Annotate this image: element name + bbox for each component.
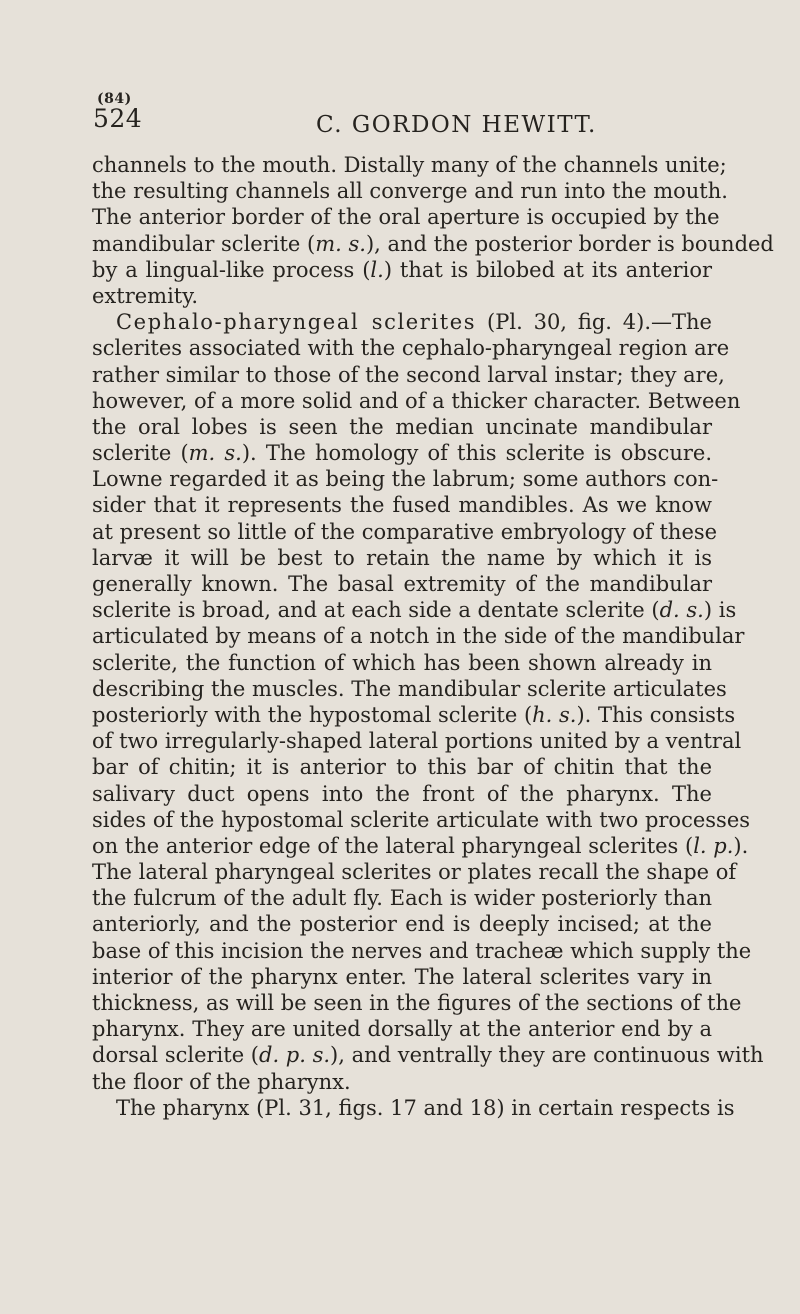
body-text: [92, 152, 774, 1121]
text-run: at present so little of the comparative embryology of these: [92, 519, 718, 544]
text-line: [92, 1016, 712, 1042]
text-run: ) that is bilobed at its anterior: [383, 257, 712, 282]
text-run: the resulting channels all converge and run into the mouth.: [92, 179, 728, 204]
italic-abbreviation: l.: [370, 257, 384, 282]
text-run: ) is: [703, 598, 737, 623]
folio-small: (84): [97, 91, 132, 107]
text-line: [92, 388, 741, 414]
text-line: [92, 676, 727, 702]
text-line: [92, 204, 720, 230]
text-run: base of this incision the nerves and tracheæ which supply the: [92, 938, 752, 963]
text-run: larvæ it will be best to retain the name by which it is: [92, 545, 712, 570]
text-run: dorsal sclerite (: [92, 1043, 259, 1068]
text-line: [92, 859, 737, 885]
text-line: [92, 623, 745, 649]
text-line: [92, 911, 712, 937]
text-line: [92, 754, 712, 780]
text-line: [92, 362, 725, 388]
text-run: of two irregularly-shaped lateral portions united by a ventral: [92, 729, 742, 754]
page-number: 524: [93, 104, 143, 133]
text-line: [92, 807, 751, 833]
text-line: [92, 1095, 735, 1121]
text-line: [92, 702, 736, 728]
text-line: [92, 519, 718, 545]
text-run: salivary duct opens into the front of the pharynx. The: [92, 781, 712, 806]
text-run: bar of chitin; it is anterior to this bar of chitin that the: [92, 755, 712, 780]
text-line: [92, 885, 712, 911]
text-line: [92, 309, 712, 335]
text-line: [92, 231, 774, 257]
text-run: sclerites associated with the cephalo-pharyngeal region are: [92, 336, 730, 361]
text-run: mandibular sclerite (: [92, 231, 316, 256]
text-line: [92, 597, 737, 623]
text-run: the floor of the pharynx.: [92, 1069, 351, 1094]
text-run: ), and ventrally they are continuous with: [330, 1043, 764, 1068]
text-run: ). The homology of this sclerite is obscure.: [241, 441, 713, 466]
text-run: generally known. The basal extremity of the mandibular: [92, 572, 712, 596]
text-run: sclerite is broad, and at each side a dentate sclerite (: [92, 598, 660, 623]
text-run: rather similar to those of the second larval instar; they are,: [92, 362, 725, 387]
text-run: sides of the hypostomal sclerite articulate with two processes: [92, 807, 751, 832]
text-run: the fulcrum of the adult fly. Each is wider posteriorly than: [92, 886, 712, 911]
italic-abbreviation: m. s.: [315, 231, 366, 256]
text-run: interior of the pharynx enter. The lateral sclerites vary in: [92, 964, 712, 989]
text-run: extremity.: [92, 283, 198, 308]
text-run: describing the muscles. The mandibular sclerite articulates: [92, 676, 727, 701]
text-run: sclerite (: [92, 441, 189, 466]
text-line: [92, 833, 749, 859]
text-line: [92, 492, 712, 518]
text-run: The lateral pharyngeal sclerites or plates recall the shape of: [92, 860, 737, 885]
text-run: on the anterior edge of the lateral pharyngeal sclerites (: [92, 833, 694, 858]
text-line: [92, 728, 742, 754]
text-line: [92, 178, 728, 204]
text-line: [92, 964, 712, 990]
text-run: sclerite, the function of which has been shown already in: [92, 650, 712, 675]
italic-abbreviation: d. s.: [659, 598, 704, 623]
text-line: [92, 650, 712, 676]
running-head: C. GORDON HEWITT.: [316, 112, 597, 138]
text-run: by a lingual-like process (: [92, 257, 371, 282]
text-run: ), and the posterior border is bounded: [365, 231, 774, 256]
text-line: [92, 990, 742, 1016]
text-run: channels to the mouth. Distally many of the channels unite;: [92, 153, 727, 177]
text-run: sider that it represents the fused mandibles. As we know: [92, 493, 712, 518]
text-line: [92, 257, 712, 283]
text-run: posteriorly with the hypostomal sclerite (: [92, 702, 533, 727]
text-line: [92, 545, 712, 571]
italic-abbreviation: d. p. s.: [259, 1043, 331, 1068]
text-line: [92, 1069, 712, 1095]
text-run: the oral lobes is seen the median uncinate mandibular: [92, 414, 712, 439]
text-run: however, of a more solid and of a thicker character. Between: [92, 388, 741, 413]
text-run: The pharynx (Pl. 31, figs. 17 and 18) in certain respects is: [116, 1095, 735, 1120]
text-run: pharynx. They are united dorsally at the anterior end by a: [92, 1017, 712, 1042]
text-line: [92, 283, 712, 309]
text-run: The anterior border of the oral aperture is occupied by the: [92, 205, 720, 230]
text-line: [92, 938, 752, 964]
text-line: [92, 440, 712, 466]
text-line: [92, 466, 719, 492]
text-line: [92, 1042, 764, 1068]
text-run: Lowne regarded it as being the labrum; some authors con-: [92, 467, 719, 492]
text-line: [92, 781, 712, 807]
section-heading: Cephalo-pharyngeal sclerites: [116, 310, 477, 335]
italic-abbreviation: l. p.: [693, 833, 734, 858]
text-run: articulated by means of a notch in the side of the mandibular: [92, 624, 745, 649]
text-run: ). This consists: [576, 702, 736, 727]
text-line: [92, 335, 730, 361]
text-run: ).: [733, 833, 749, 858]
italic-abbreviation: h. s.: [532, 702, 577, 727]
text-run: thickness, as will be seen in the figures of the sections of the: [92, 991, 742, 1015]
text-line: [92, 414, 712, 440]
text-run: (Pl. 30, fig. 4).—The: [476, 310, 712, 335]
text-line: [92, 152, 727, 178]
text-line: [92, 571, 712, 597]
italic-abbreviation: m. s.: [188, 441, 242, 466]
text-run: anteriorly, and the posterior end is deeply incised; at the: [92, 912, 712, 937]
